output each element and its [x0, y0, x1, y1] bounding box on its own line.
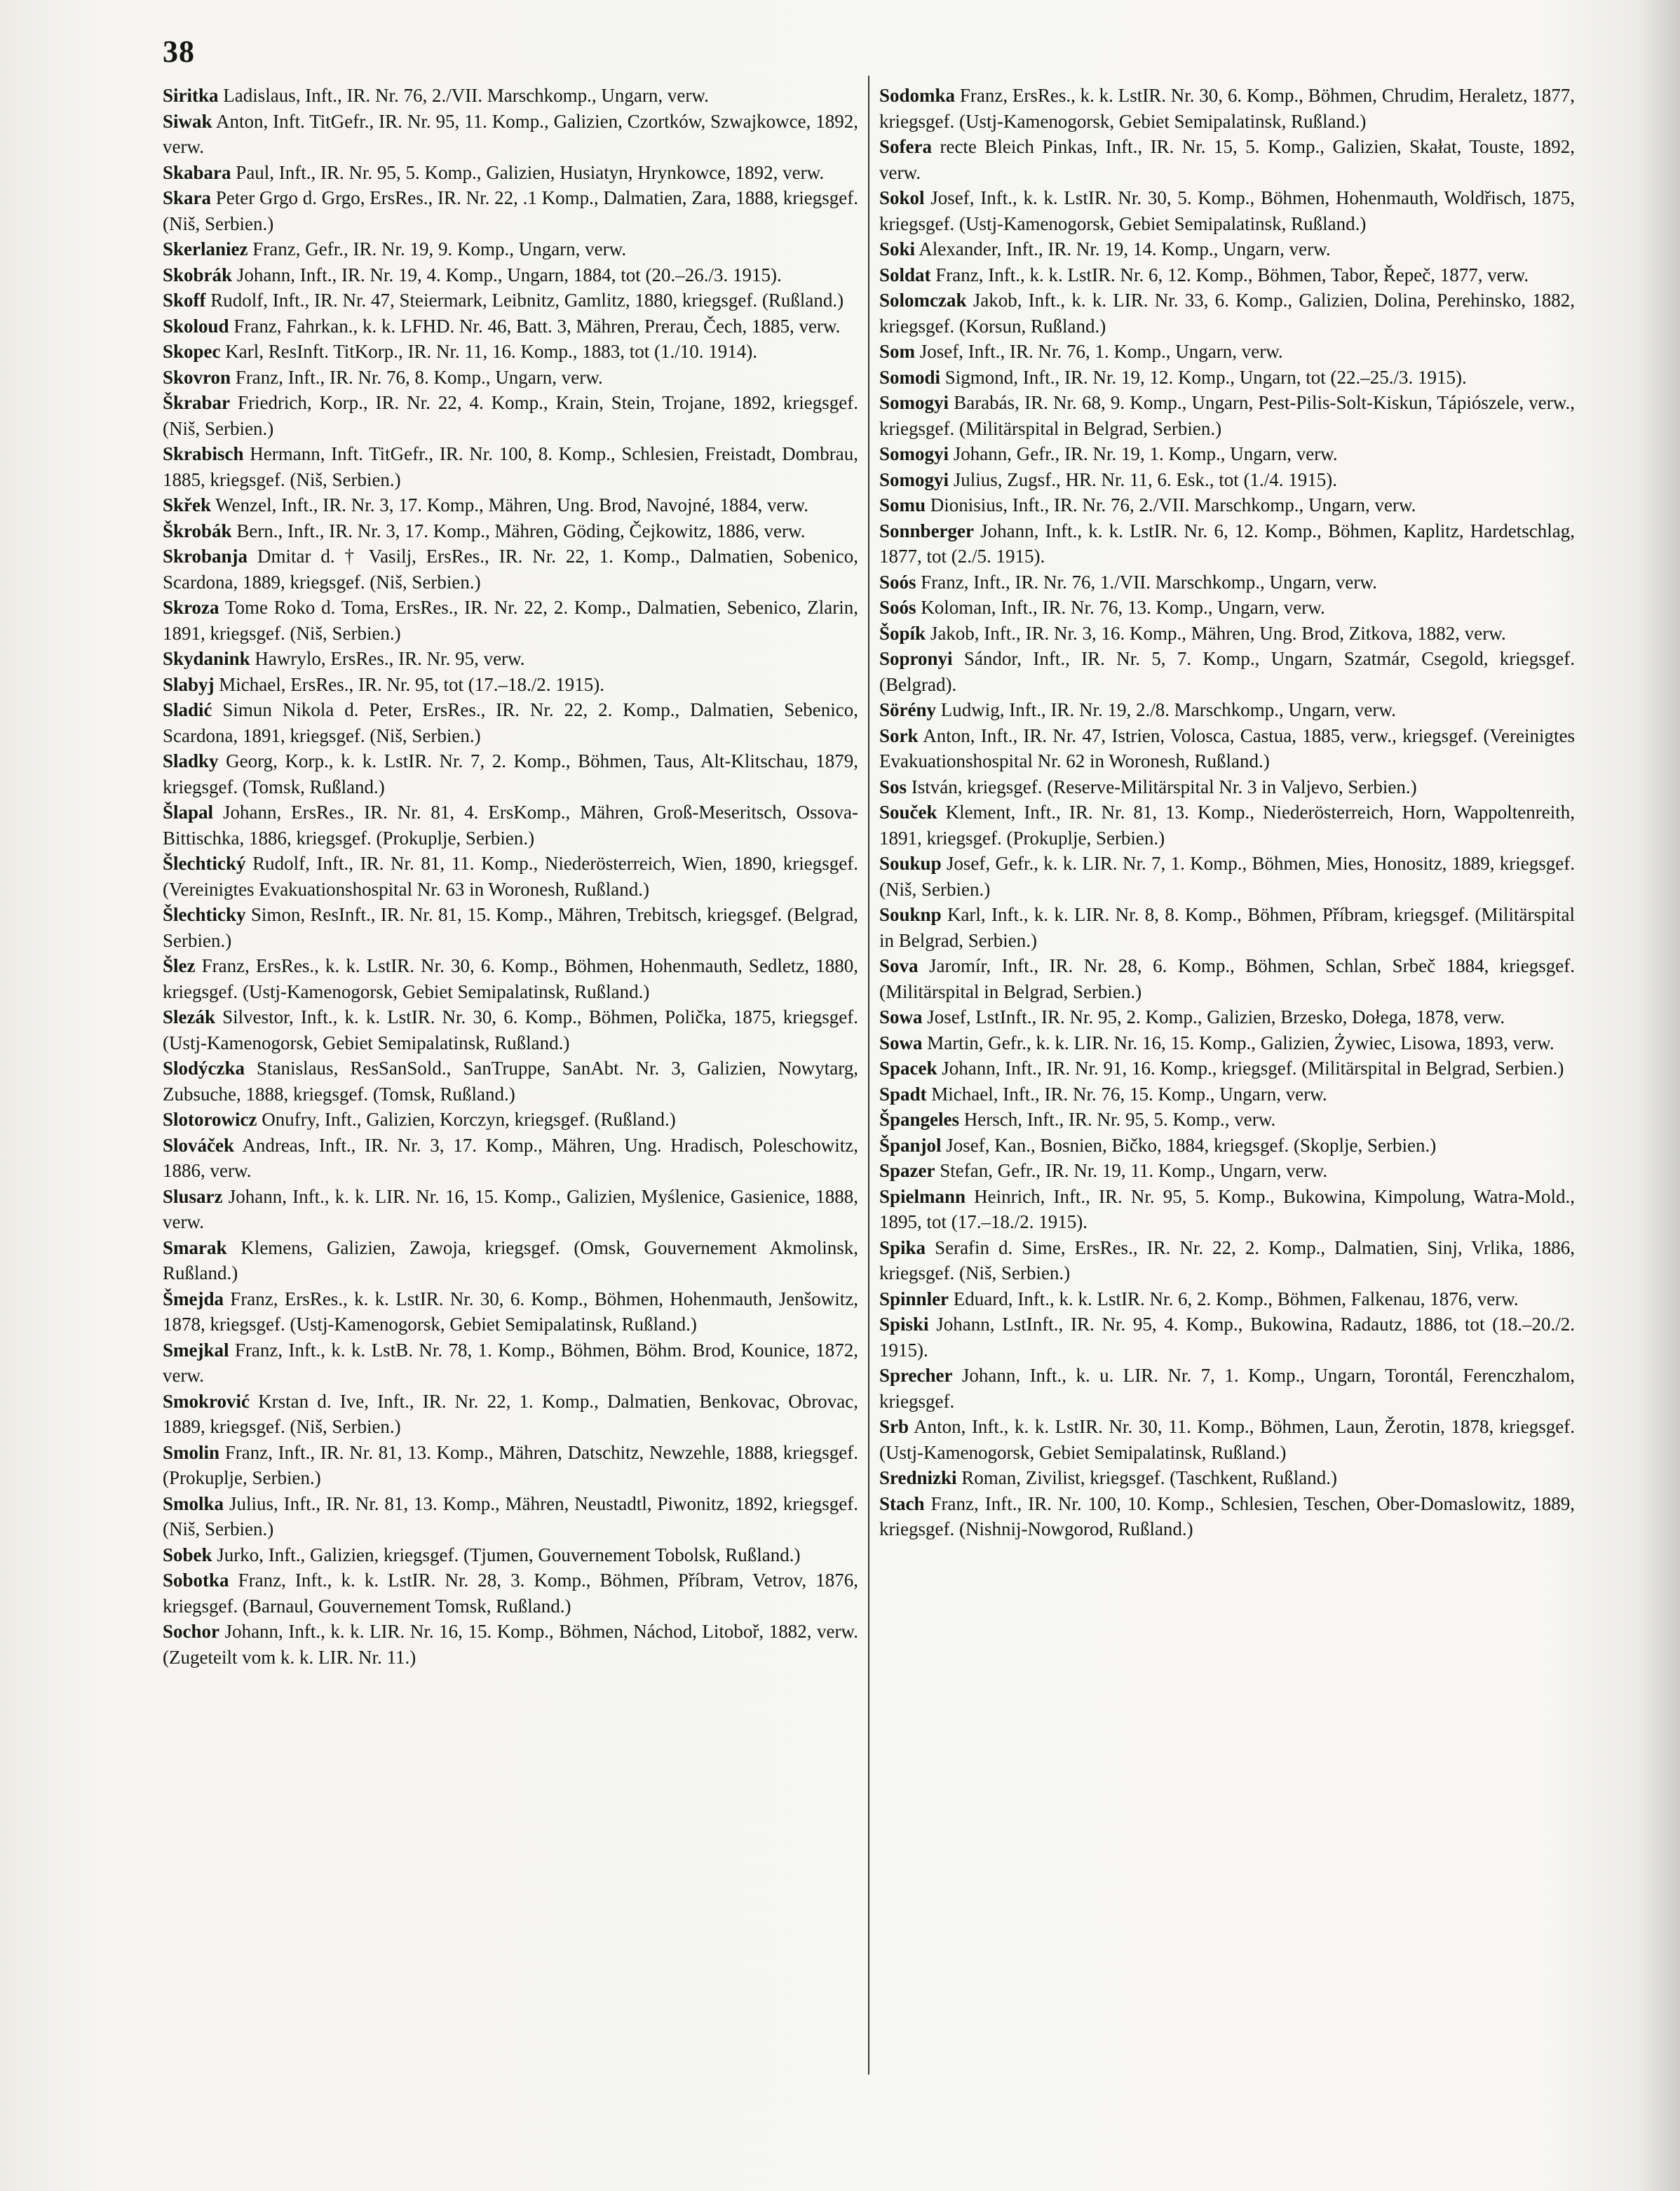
- entry-surname: Smolka: [163, 1492, 224, 1514]
- entry-details: Friedrich, Korp., IR. Nr. 22, 4. Komp., Krain, Stein, Trojane, 1892, kriegsgef. (Niš, Serbien.): [163, 392, 858, 439]
- entry-surname: Skoloud: [163, 315, 229, 337]
- entry-details: Johann, Inft., k. u. LIR. Nr. 7, 1. Komp., Ungarn, Torontál, Ferenczhalom, kriegsgef.: [879, 1365, 1575, 1412]
- entry-details: Johann, Inft., IR. Nr. 91, 16. Komp., kriegsgef. (Militärspital in Belgrad, Serbien.): [937, 1058, 1564, 1079]
- entry-surname: Sprecher: [879, 1365, 953, 1386]
- entry-surname: Slabyj: [163, 673, 215, 695]
- register-entry: [879, 1414, 1575, 1465]
- register-entry: [879, 851, 1575, 902]
- register-entry: [163, 748, 858, 800]
- entry-surname: Skara: [163, 187, 212, 208]
- entry-surname: Skerlaniez: [163, 238, 248, 259]
- entry-details: Jurko, Inft., Galizien, kriegsgef. (Tjumen, Gouvernement Tobolsk, Rußland.): [212, 1544, 801, 1565]
- register-entry: [163, 109, 858, 160]
- register-entry: [163, 902, 858, 953]
- register-entry: [163, 185, 858, 236]
- register-entry: [879, 83, 1575, 134]
- entry-surname: Skopec: [163, 341, 221, 362]
- entry-surname: Spielmann: [879, 1185, 966, 1207]
- entry-surname: Sokol: [879, 187, 925, 208]
- register-entry: [163, 518, 858, 544]
- entry-surname: Skoff: [163, 290, 206, 311]
- register-entry: [163, 697, 858, 748]
- entry-details: Josef, Gefr., k. k. LIR. Nr. 7, 1. Komp., Böhmen, Mies, Honositz, 1889, kriegsgef. (Niš, Serbien.): [879, 853, 1575, 900]
- entry-surname: Somogyi: [879, 468, 949, 490]
- register-entry: [163, 1389, 858, 1440]
- entry-details: Johann, LstInft., IR. Nr. 95, 4. Komp., Bukowina, Radautz, 1886, tot (18.–20./2. 1915).: [879, 1314, 1575, 1361]
- entry-details: Bern., Inft., IR. Nr. 3, 17. Komp., Mähren, Göding, Čejkowitz, 1886, verw.: [231, 520, 806, 541]
- entry-surname: Sobek: [163, 1544, 212, 1565]
- entry-surname: Sowa: [879, 1006, 923, 1027]
- register-entry: [163, 83, 858, 109]
- entry-surname: Sofera: [879, 136, 932, 157]
- entry-details: Hawrylo, ErsRes., IR. Nr. 95, verw.: [250, 648, 525, 669]
- register-entry: [163, 236, 858, 262]
- entry-details: Franz, Inft., k. k. LstB. Nr. 78, 1. Komp., Böhmen, Böhm. Brod, Kounice, 1872, verw.: [163, 1339, 858, 1386]
- page-number: 38: [163, 34, 195, 69]
- entry-surname: Somodi: [879, 366, 941, 388]
- page-edge-shadow: [1638, 0, 1680, 2191]
- register-entry: [163, 953, 858, 1004]
- entry-details: Hermann, Inft. TitGefr., IR. Nr. 100, 8. Komp., Schlesien, Freistadt, Dombrau, 1885, kriegsgef. (Niš, Serbien.): [163, 443, 858, 490]
- entry-surname: Srb: [879, 1416, 909, 1437]
- entry-details: Simon, ResInft., IR. Nr. 81, 15. Komp., Mähren, Trebitsch, kriegsgef. (Belgrad, Serbien.): [163, 904, 858, 951]
- register-entry: [163, 672, 858, 698]
- entry-surname: Šopík: [879, 622, 926, 644]
- entry-surname: Sova: [879, 955, 919, 976]
- entry-details: Johann, ErsRes., IR. Nr. 81, 4. ErsKomp., Mähren, Groß-Meseritsch, Ossova-Bittischka, 1886, kriegsgef. (Prokuplje, Serbien.): [163, 802, 858, 849]
- entry-surname: Soki: [879, 238, 916, 259]
- entry-surname: Soós: [879, 571, 916, 593]
- entry-surname: Špangeles: [879, 1109, 960, 1130]
- register-entry: [163, 1056, 858, 1107]
- entry-surname: Sladić: [163, 699, 212, 720]
- register-entry: [879, 646, 1575, 697]
- register-entry: [879, 518, 1575, 569]
- entry-surname: Sonnberger: [879, 520, 974, 541]
- register-entry: [879, 1184, 1575, 1235]
- register-entry: [163, 1337, 858, 1389]
- entry-details: Josef, Kan., Bosnien, Bičko, 1884, kriegsgef. (Skoplje, Serbien.): [941, 1134, 1437, 1156]
- entry-details: Onufry, Inft., Galizien, Korczyn, kriegsgef. (Rußland.): [257, 1109, 676, 1130]
- register-entry: [163, 1491, 858, 1542]
- entry-surname: Skydanink: [163, 648, 250, 669]
- entry-details: Michael, Inft., IR. Nr. 76, 15. Komp., Ungarn, verw.: [926, 1083, 1327, 1105]
- entry-surname: Smarak: [163, 1236, 227, 1258]
- entry-details: Rudolf, Inft., IR. Nr. 47, Steiermark, Leibnitz, Gamlitz, 1880, kriegsgef. (Rußland.): [205, 290, 844, 311]
- register-entry: [879, 365, 1575, 391]
- entry-details: Anton, Inft. TitGefr., IR. Nr. 95, 11. Komp., Galizien, Czortków, Szwajkowce, 1892, verw.: [163, 110, 858, 157]
- register-entry: [879, 134, 1575, 185]
- register-entry: [163, 1619, 858, 1670]
- entry-details: Hersch, Inft., IR. Nr. 95, 5. Komp., verw.: [959, 1109, 1276, 1130]
- entry-details: Franz, Inft., IR. Nr. 81, 13. Komp., Mähren, Datschitz, Newzehle, 1888, kriegsgef. (Prokuplje, Serbien.): [163, 1441, 858, 1488]
- register-entry: [879, 1133, 1575, 1159]
- entry-surname: Škrobák: [163, 520, 232, 541]
- entry-surname: Spacek: [879, 1058, 937, 1079]
- entry-surname: Slodýczka: [163, 1058, 245, 1079]
- entry-surname: Šlechticky: [163, 904, 246, 925]
- entry-surname: Stach: [879, 1492, 925, 1514]
- entry-details: Rudolf, Inft., IR. Nr. 81, 11. Komp., Niederösterreich, Wien, 1890, kriegsgef. (Vereinigtes Evakuationshospital Nr. 63 in Woronesh, Rußland.): [163, 853, 858, 900]
- entry-surname: Spiski: [879, 1314, 929, 1335]
- register-entry: [879, 1363, 1575, 1414]
- register-entry: [879, 185, 1575, 236]
- entry-details: Jaromír, Inft., IR. Nr. 28, 6. Komp., Böhmen, Schlan, Srbeč 1884, kriegsgef. (Militärspital in Belgrad, Serbien.): [879, 955, 1575, 1002]
- register-entry: [163, 1286, 858, 1337]
- entry-surname: Soós: [879, 597, 916, 618]
- entry-details: Stanislaus, ResSanSold., SanTruppe, SanAbt. Nr. 3, Galizien, Nowytarg, Zubsuche, 1888, kriegsgef. (Tomsk, Rußland.): [163, 1058, 858, 1105]
- register-entry: [879, 1107, 1575, 1133]
- entry-details: Julius, Inft., IR. Nr. 81, 13. Komp., Mähren, Neustadtl, Piwonitz, 1892, kriegsgef. (Niš, Serbien.): [163, 1492, 858, 1539]
- register-entry: [879, 236, 1575, 262]
- entry-details: Franz, ErsRes., k. k. LstIR. Nr. 30, 6. Komp., Böhmen, Chrudim, Heraletz, 1877, kriegsgef. (Ustj-Kamenogorsk, Gebiet Semipalatinsk, Rußland.): [879, 85, 1575, 132]
- register-entry: [879, 1158, 1575, 1184]
- entry-details: Serafin d. Sime, ErsRes., IR. Nr. 22, 2. Komp., Dalmatien, Sinj, Vrlika, 1886, kriegsgef. (Niš, Serbien.): [879, 1236, 1575, 1283]
- entry-details: Josef, Inft., IR. Nr. 76, 1. Komp., Ungarn, verw.: [915, 341, 1283, 362]
- register-entry: [879, 441, 1575, 467]
- register-entry: [879, 1235, 1575, 1286]
- entry-details: Sigmond, Inft., IR. Nr. 19, 12. Komp., Ungarn, tot (22.–25./3. 1915).: [940, 366, 1467, 388]
- register-entry: [879, 1030, 1575, 1056]
- register-entry: [879, 390, 1575, 441]
- register-entry: [879, 595, 1575, 621]
- register-entry: [163, 160, 858, 186]
- entry-details: Franz, Inft., IR. Nr. 76, 8. Komp., Ungarn, verw.: [231, 366, 603, 388]
- entry-surname: Siwak: [163, 110, 212, 132]
- entry-surname: Skrabisch: [163, 443, 244, 464]
- entry-surname: Somu: [879, 494, 926, 515]
- entry-details: Dmitar d. † Vasilj, ErsRes., IR. Nr. 22, 1. Komp., Dalmatien, Sobenico, Scardona, 1889, kriegsgef. (Niš, Serbien.): [163, 546, 858, 593]
- register-entry: [879, 288, 1575, 339]
- entry-surname: Sobotka: [163, 1570, 229, 1591]
- register-entry: [163, 800, 858, 851]
- register-entry: [879, 467, 1575, 493]
- entry-details: Koloman, Inft., IR. Nr. 76, 13. Komp., Ungarn, verw.: [916, 597, 1325, 618]
- entry-surname: Slusarz: [163, 1185, 223, 1207]
- entry-surname: Som: [879, 341, 916, 362]
- entry-details: Simun Nikola d. Peter, ErsRes., IR. Nr. 22, 2. Komp., Dalmatien, Sebenico, Scardona, 1891, kriegsgef. (Niš, Serbien.): [163, 699, 858, 746]
- column-divider: [868, 76, 869, 2075]
- register-entry: [163, 1440, 858, 1491]
- entry-details: Silvestor, Inft., k. k. LstIR. Nr. 30, 6. Komp., Böhmen, Polička, 1875, kriegsgef. (Ustj-Kamenogorsk, Gebiet Semipalatinsk, Rußland.): [163, 1006, 858, 1053]
- register-entry: [879, 262, 1575, 288]
- register-entry: [879, 1081, 1575, 1107]
- entry-details: Franz, ErsRes., k. k. LstIR. Nr. 30, 6. Komp., Böhmen, Hohenmauth, Jenšowitz, 1878, kriegsgef. (Ustj-Kamenogorsk, Gebiet Semipalatinsk, Rußland.): [163, 1288, 858, 1335]
- entry-details: Josef, LstInft., IR. Nr. 95, 2. Komp., Galizien, Brzesko, Dołega, 1878, verw.: [922, 1006, 1505, 1027]
- entry-details: Johann, Inft., IR. Nr. 19, 4. Komp., Ungarn, 1884, tot (20.–26./3. 1915).: [232, 264, 782, 285]
- entry-details: Martin, Gefr., k. k. LIR. Nr. 16, 15. Komp., Galizien, Żywiec, Lisowa, 1893, verw.: [922, 1032, 1554, 1053]
- register-entry: [163, 365, 858, 391]
- entry-surname: Sladky: [163, 750, 219, 771]
- register-entry: [163, 544, 858, 595]
- register-entry: [879, 1491, 1575, 1542]
- entry-details: Klemens, Galizien, Zawoja, kriegsgef. (Omsk, Gouvernement Akmolinsk, Rußland.): [163, 1236, 858, 1283]
- entry-surname: Sork: [879, 724, 919, 746]
- register-entry: [879, 569, 1575, 595]
- entry-details: Tome Roko d. Toma, ErsRes., IR. Nr. 22, 2. Komp., Dalmatien, Sebenico, Zlarin, 1891, kriegsgef. (Niš, Serbien.): [163, 597, 858, 644]
- entry-surname: Slotorowicz: [163, 1109, 257, 1130]
- entry-details: Anton, Inft., k. k. LstIR. Nr. 30, 11. Komp., Böhmen, Laun, Žerotin, 1878, kriegsgef. (Ustj-Kamenogorsk, Gebiet Semipalatinsk, Rußland.): [879, 1416, 1575, 1463]
- entry-details: Peter Grgo d. Grgo, ErsRes., IR. Nr. 22, .1 Komp., Dalmatien, Zara, 1888, kriegsgef. (Niš, Serbien.): [163, 187, 858, 234]
- entry-details: Wenzel, Inft., IR. Nr. 3, 17. Komp., Mähren, Ung. Brod, Navojné, 1884, verw.: [211, 494, 808, 515]
- entry-details: Franz, ErsRes., k. k. LstIR. Nr. 30, 6. Komp., Böhmen, Hohenmauth, Sedletz, 1880, kriegsgef. (Ustj-Kamenogorsk, Gebiet Semipalatinsk, Rußland.): [163, 955, 858, 1002]
- entry-details: Dionisius, Inft., IR. Nr. 76, 2./VII. Marschkomp., Ungarn, verw.: [926, 494, 1416, 515]
- entry-details: Krstan d. Ive, Inft., IR. Nr. 22, 1. Komp., Dalmatien, Benkovac, Obrovac, 1889, kriegsgef. (Niš, Serbien.): [163, 1390, 858, 1437]
- register-entry: [163, 1542, 858, 1568]
- entry-surname: Somogyi: [879, 392, 949, 413]
- register-entry: [163, 262, 858, 288]
- register-entry: [163, 851, 858, 902]
- entry-details: Heinrich, Inft., IR. Nr. 95, 5. Komp., Bukowina, Kimpolung, Watra-Mold., 1895, tot (17.–18./2. 1915).: [879, 1185, 1575, 1232]
- register-entry: [163, 288, 858, 314]
- entry-surname: Slováček: [163, 1134, 235, 1156]
- entry-surname: Slezák: [163, 1006, 216, 1027]
- register-entry: [163, 646, 858, 672]
- register-entry: [879, 1056, 1575, 1081]
- entry-details: Jakob, Inft., k. k. LIR. Nr. 33, 6. Komp., Galizien, Dolina, Perehinsko, 1882, kriegsgef. (Korsun, Rußland.): [879, 290, 1575, 337]
- entry-surname: Skrobanja: [163, 546, 248, 567]
- entry-details: Johann, Inft., k. k. LstIR. Nr. 6, 12. Komp., Böhmen, Kaplitz, Hardetschlag, 1877, tot (2./5. 1915).: [879, 520, 1575, 567]
- register-entry: [163, 1004, 858, 1056]
- register-entry: [163, 314, 858, 339]
- entry-details: Franz, Gefr., IR. Nr. 19, 9. Komp., Ungarn, verw.: [248, 238, 627, 259]
- entry-details: István, kriegsgef. (Reserve-Militärspital Nr. 3 in Valjevo, Serbien.): [907, 776, 1417, 797]
- register-entry: [879, 800, 1575, 851]
- register-entry: [163, 1568, 858, 1619]
- entry-surname: Spika: [879, 1236, 926, 1258]
- entry-surname: Smejkal: [163, 1339, 229, 1361]
- entry-details: Roman, Zivilist, kriegsgef. (Taschkent, Rußland.): [956, 1467, 1338, 1488]
- entry-surname: Spazer: [879, 1160, 935, 1181]
- register-entry: [879, 621, 1575, 647]
- register-entry: [163, 595, 858, 646]
- register-entry: [879, 697, 1575, 723]
- entry-details: Franz, Inft., IR. Nr. 100, 10. Komp., Schlesien, Teschen, Ober-Domaslowitz, 1889, kriegsgef. (Nishnij-Nowgorod, Rußland.): [879, 1492, 1575, 1539]
- entry-surname: Skobrák: [163, 264, 233, 285]
- entry-details: Franz, Inft., k. k. LstIR. Nr. 28, 3. Komp., Böhmen, Příbram, Vetrov, 1876, kriegsgef. (Barnaul, Gouvernement Tomsk, Rußland.): [163, 1570, 858, 1617]
- register-entry: [879, 902, 1575, 953]
- entry-details: Julius, Zugsf., HR. Nr. 11, 6. Esk., tot (1./4. 1915).: [949, 468, 1338, 490]
- entry-details: Andreas, Inft., IR. Nr. 3, 17. Komp., Mähren, Ung. Hradisch, Poleschowitz, 1886, verw.: [163, 1134, 858, 1181]
- entry-details: recte Bleich Pinkas, Inft., IR. Nr. 15, 5. Komp., Galizien, Skałat, Touste, 1892, verw.: [879, 136, 1575, 183]
- entry-details: Jakob, Inft., IR. Nr. 3, 16. Komp., Mähren, Ung. Brod, Zitkova, 1882, verw.: [926, 622, 1506, 644]
- entry-surname: Sos: [879, 776, 907, 797]
- entry-surname: Soukup: [879, 853, 942, 874]
- entry-surname: Soldat: [879, 264, 931, 285]
- entry-surname: Spinnler: [879, 1288, 949, 1309]
- entry-surname: Šlez: [163, 955, 196, 976]
- entry-surname: Souknp: [879, 904, 942, 925]
- entry-surname: Siritka: [163, 85, 219, 106]
- entry-details: Sándor, Inft., IR. Nr. 5, 7. Komp., Ungarn, Szatmár, Csegold, kriegsgef. (Belgrad).: [879, 648, 1575, 695]
- entry-details: Barabás, IR. Nr. 68, 9. Komp., Ungarn, Pest-Pilis-Solt-Kiskun, Tápiószele, verw., kriegsgef. (Militärspital in Belgrad, Serbien.): [879, 392, 1575, 439]
- register-entry: [879, 1286, 1575, 1312]
- entry-details: Franz, Inft., k. k. LstIR. Nr. 6, 12. Komp., Böhmen, Tabor, Řepeč, 1877, verw.: [930, 264, 1529, 285]
- register-entry: [163, 1235, 858, 1286]
- register-entry: [163, 1107, 858, 1133]
- entry-surname: Sochor: [163, 1621, 219, 1642]
- entry-details: Alexander, Inft., IR. Nr. 19, 14. Komp., Ungarn, verw.: [915, 238, 1331, 259]
- register-entry: [163, 441, 858, 492]
- entry-surname: Sodomka: [879, 85, 956, 106]
- register-entry: [879, 953, 1575, 1004]
- entry-details: Johann, Inft., k. k. LIR. Nr. 16, 15. Komp., Böhmen, Náchod, Litoboř, 1882, verw. (Zugeteilt vom k. k. LIR. Nr. 11.): [163, 1621, 858, 1668]
- register-entry: [879, 1312, 1575, 1363]
- entry-surname: Šmejda: [163, 1288, 224, 1309]
- entry-details: Johann, Gefr., IR. Nr. 19, 1. Komp., Ungarn, verw.: [949, 443, 1338, 464]
- entry-surname: Sörény: [879, 699, 936, 720]
- entry-details: Franz, Inft., IR. Nr. 76, 1./VII. Marschkomp., Ungarn, verw.: [916, 571, 1377, 593]
- entry-surname: Skroza: [163, 597, 219, 618]
- entry-surname: Šlechtický: [163, 853, 246, 874]
- entry-surname: Španjol: [879, 1134, 942, 1156]
- entry-details: Michael, ErsRes., IR. Nr. 95, tot (17.–18./2. 1915).: [214, 673, 604, 695]
- entry-details: Karl, Inft., k. k. LIR. Nr. 8, 8. Komp., Böhmen, Příbram, kriegsgef. (Militärspital in Belgrad, Serbien.): [879, 904, 1575, 951]
- entry-surname: Srednizki: [879, 1467, 957, 1488]
- register-entry: [879, 1004, 1575, 1030]
- register-entry: [879, 339, 1575, 365]
- entry-surname: Smokrović: [163, 1390, 250, 1412]
- entry-details: Ludwig, Inft., IR. Nr. 19, 2./8. Marschkomp., Ungarn, verw.: [936, 699, 1396, 720]
- entry-surname: Souček: [879, 802, 937, 823]
- register-entry: [163, 1133, 858, 1184]
- register-entry: [879, 492, 1575, 518]
- entry-details: Ladislaus, Inft., IR. Nr. 76, 2./VII. Marschkomp., Ungarn, verw.: [218, 85, 709, 106]
- entry-details: Klement, Inft., IR. Nr. 81, 13. Komp., Niederösterreich, Horn, Wappoltenreith, 1891, kriegsgef. (Prokuplje, Serbien.): [879, 802, 1575, 849]
- entry-surname: Somogyi: [879, 443, 949, 464]
- entry-surname: Solomczak: [879, 290, 967, 311]
- left-column: [163, 83, 858, 1670]
- entry-details: Eduard, Inft., k. k. LstIR. Nr. 6, 2. Komp., Böhmen, Falkenau, 1876, verw.: [949, 1288, 1519, 1309]
- entry-surname: Skabara: [163, 161, 231, 183]
- entry-surname: Spadt: [879, 1083, 927, 1105]
- entry-surname: Škrabar: [163, 392, 231, 413]
- register-entry: [163, 339, 858, 365]
- entry-surname: Skřek: [163, 494, 212, 515]
- entry-surname: Sopronyi: [879, 648, 953, 669]
- entry-surname: Smolin: [163, 1441, 220, 1463]
- register-entry: [879, 723, 1575, 774]
- entry-details: Karl, ResInft. TitKorp., IR. Nr. 11, 16. Komp., 1883, tot (1./10. 1914).: [220, 341, 758, 362]
- register-entry: [163, 390, 858, 441]
- entry-surname: Sowa: [879, 1032, 923, 1053]
- entry-details: Josef, Inft., k. k. LstIR. Nr. 30, 5. Komp., Böhmen, Hohenmauth, Woldřisch, 1875, kriegsgef. (Ustj-Kamenogorsk, Gebiet Semipalatinsk, Rußland.): [879, 187, 1575, 234]
- register-entry: [163, 1184, 858, 1235]
- entry-details: Paul, Inft., IR. Nr. 95, 5. Komp., Galizien, Husiatyn, Hrynkowce, 1892, verw.: [231, 161, 825, 183]
- register-entry: [879, 774, 1575, 800]
- register-entry: [163, 492, 858, 518]
- entry-surname: Skovron: [163, 366, 231, 388]
- entry-details: Johann, Inft., k. k. LIR. Nr. 16, 15. Komp., Galizien, Myślenice, Gasienice, 1888, verw.: [163, 1185, 858, 1232]
- entry-surname: Šlapal: [163, 802, 214, 823]
- right-column: [879, 83, 1575, 1542]
- entry-details: Stefan, Gefr., IR. Nr. 19, 11. Komp., Ungarn, verw.: [935, 1160, 1328, 1181]
- entry-details: Anton, Inft., IR. Nr. 47, Istrien, Volosca, Castua, 1885, verw., kriegsgef. (Vereinigtes Evakuationshospital Nr. 62 in Woronesh, Rußland.): [879, 724, 1575, 771]
- entry-details: Franz, Fahrkan., k. k. LFHD. Nr. 46, Batt. 3, Mähren, Prerau, Čech, 1885, verw.: [229, 315, 841, 337]
- register-entry: [879, 1465, 1575, 1491]
- entry-details: Georg, Korp., k. k. LstIR. Nr. 7, 2. Komp., Böhmen, Taus, Alt-Klitschau, 1879, kriegsgef. (Tomsk, Rußland.): [163, 750, 858, 797]
